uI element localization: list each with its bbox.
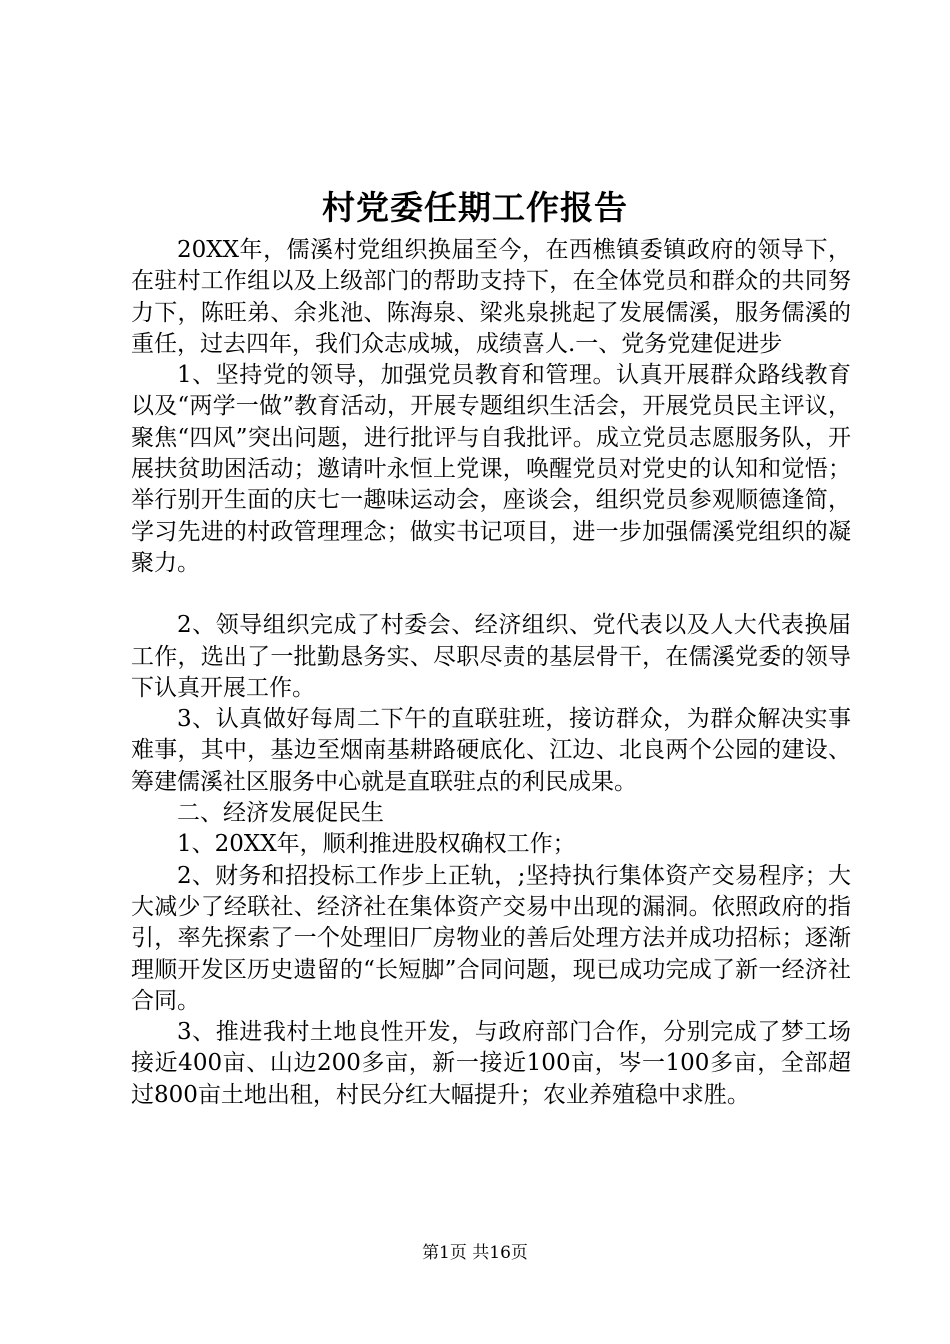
paragraph-land: 3、推进我村土地良性开发，与政府部门合作，分别完成了梦工场接近400亩、山边200多亩，新一接近100亩，岑一100多亩，全部超过800亩土地出租，村民分红大幅提升；农业养殖稳中求胜。 — [131, 1019, 851, 1108]
document-title: 村党委任期工作报告 — [322, 188, 628, 227]
paragraph-intro: 20XX年，儒溪村党组织换届至今，在西樵镇委镇政府的领导下，在驻村工作组以及上级部门的帮助支持下，在全体党员和群众的共同努力下，陈旺弟、余兆池、陈海泉、梁兆泉挑起了发展儒溪，服务儒溪的重任，过去四年，我们众志成城，成绩喜人.一、党务党建促进步 — [131, 237, 851, 357]
paragraph-party-leadership: 1、坚持党的领导，加强党员教育和管理。认真开展群众路线教育以及“两学一做”教育活动，开展专题组织生活会，开展党员民主评议，聚焦“四风”突出问题，进行批评与自我批评。成立党员志愿服务队，开展扶贫助困活动；邀请叶永恒上党课，唤醒党员对党史的认知和觉悟；举行别开生面的庆七一趣味运动会，座谈会，组织党员参观顺德逢简，学习先进的村政管理理念；做实书记项目，进一步加强儒溪党组织的凝聚力。 — [131, 362, 851, 576]
paragraph-direct-contact: 3、认真做好每周二下午的直联驻班，接访群众，为群众解决实事难事，其中，基边至烟南基耕路硬底化、江边、北良两个公园的建设、筹建儒溪社区服务中心就是直联驻点的利民成果。 — [131, 706, 851, 795]
page-number: 第1页 共16页 — [422, 1243, 528, 1263]
paragraph-equity: 1、20XX年，顺利推进股权确权工作； — [177, 831, 576, 858]
paragraph-election: 2、领导组织完成了村委会、经济组织、党代表以及人大代表换届工作，选出了一批勤恳务实、尽职尽责的基层骨干，在儒溪党委的领导下认真开展工作。 — [131, 612, 851, 701]
document-body — [131, 235, 851, 1111]
paragraph-finance: 2、财务和招投标工作步上正轨，;坚持执行集体资产交易程序；大大减少了经联社、经济社在集体资产交易中出现的漏洞。依照政府的指引，率先探索了一个处理旧厂房物业的善后处理方法并成功招标；逐渐理顺开发区历史遗留的“长短脚”合同问题，现已成功完成了新一经济社合同。 — [131, 862, 851, 1014]
section-heading-economy: 二、经济发展促民生 — [177, 800, 384, 827]
